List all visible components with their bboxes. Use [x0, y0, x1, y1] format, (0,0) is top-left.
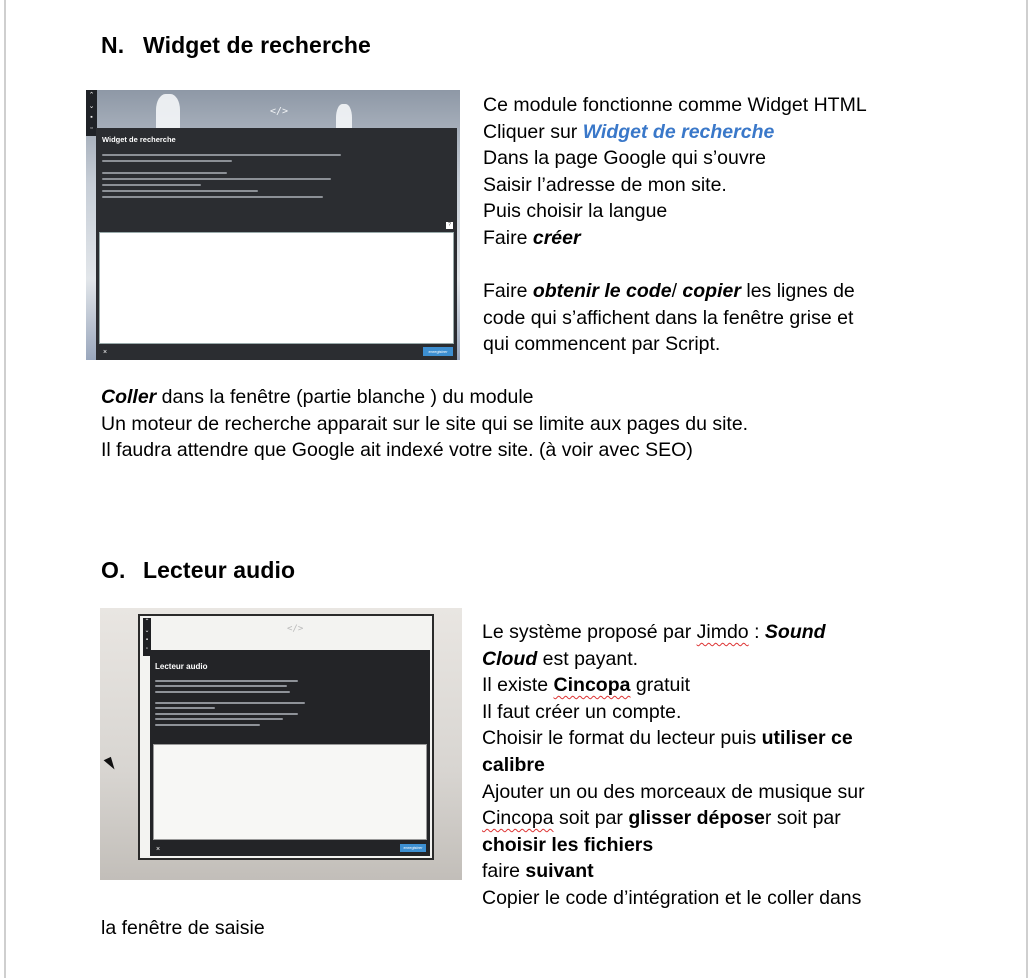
copy-icon: ▫ [90, 125, 93, 132]
trash-icon: ▪ [90, 114, 93, 121]
text-span: Il existe [482, 674, 554, 697]
audio-panel [150, 650, 430, 856]
bold-text: suivant [525, 860, 594, 883]
text-line: Copier le code d’intégration et le coller dans [482, 886, 862, 909]
section-n-heading [101, 32, 371, 59]
text-line: Dans la page Google qui s’ouvre [483, 147, 766, 170]
page-left-edge [4, 0, 6, 978]
text-line [101, 384, 748, 411]
text-span: Choisir le format du lecteur puis [482, 727, 762, 750]
section-n-number: N. [101, 32, 125, 58]
close-icon: × [156, 846, 161, 853]
text-line [483, 119, 867, 146]
emphasis: obtenir le code [532, 280, 672, 303]
text-line: Puis choisir la langue [483, 200, 668, 223]
panel-instructions [102, 150, 362, 202]
text-span: Faire [483, 226, 533, 249]
chevron-up-icon: ⌃ [144, 619, 150, 625]
text-line: Il faudra attendre que Google ait indexé votre site. (à voir avec SEO) [101, 439, 693, 462]
widget-recherche-screenshot [86, 90, 460, 360]
text-line: qui commencent par Script. [483, 333, 721, 356]
save-button: enregistrer [423, 347, 453, 356]
text-line: Saisir l’adresse de mon site. [483, 173, 727, 196]
bold-text: calibre [482, 753, 545, 776]
code-icon: </> [287, 624, 304, 634]
text-span: est payant. [537, 647, 639, 670]
text-line: Ajouter un ou des morceaux de musique sur [482, 780, 865, 803]
save-button: enregistrer [400, 844, 426, 852]
text-line [482, 832, 865, 859]
spellcheck-word: Cincopa [482, 807, 554, 830]
section-o-description [482, 619, 865, 912]
text-span: Faire [483, 280, 533, 303]
bold-text: utiliser ce [761, 727, 853, 750]
widget-panel [96, 128, 457, 360]
page-right-edge [1026, 0, 1028, 978]
blank-line [483, 252, 867, 279]
text-line [482, 619, 865, 646]
text-line: la fenêtre de saisie [101, 917, 265, 939]
bold-text: Cincopa [553, 674, 631, 697]
text-line [482, 752, 865, 779]
trash-icon: ▪ [145, 637, 149, 643]
text-span: r soit par [764, 807, 841, 830]
section-n-title: Widget de recherche [143, 32, 371, 58]
emphasis: Coller [101, 386, 157, 408]
text-line [482, 858, 865, 885]
text-line [482, 672, 865, 699]
bold-text: choisir les fichiers [482, 833, 654, 856]
text-line: Ce module fonctionne comme Widget HTML [483, 94, 867, 116]
bold-text: glisser dépose [628, 807, 765, 830]
text-line: Il faut créer un compte. [482, 700, 682, 723]
text-span: / [671, 280, 683, 303]
section-n-description [483, 92, 867, 358]
chevron-up-icon: ⌃ [88, 92, 95, 99]
code-textarea [99, 232, 454, 344]
code-icon: </> [270, 106, 289, 117]
text-span: : [748, 621, 765, 643]
help-icon: ? [446, 222, 453, 229]
text-span: Cliquer sur [483, 120, 583, 143]
section-o-footer-text [101, 915, 265, 942]
panel-instructions [155, 676, 305, 729]
spellcheck-word: Jimdo [696, 621, 749, 643]
close-icon: × [103, 349, 108, 356]
text-span: soit par [553, 807, 629, 830]
chevron-down-icon: ⌄ [88, 103, 95, 110]
text-line: code qui s’affichent dans la fenêtre grise et [483, 306, 854, 329]
widget-recherche-link[interactable]: Widget de recherche [582, 120, 775, 143]
section-o-title: Lecteur audio [143, 557, 296, 583]
emphasis: Sound [764, 621, 826, 643]
text-line [482, 725, 865, 752]
section-o-heading [101, 557, 295, 584]
text-span: Le système proposé par [482, 621, 697, 643]
lecteur-audio-screenshot [100, 608, 462, 880]
panel-title: Lecteur audio [155, 662, 208, 671]
section-o-number: O. [101, 557, 126, 583]
text-span: gratuit [630, 674, 691, 697]
text-line [483, 225, 867, 252]
text-span: faire [482, 860, 526, 883]
emphasis: créer [532, 226, 581, 249]
panel-title: Widget de recherche [102, 135, 176, 144]
emphasis: copier [682, 280, 741, 303]
copy-icon: ▫ [145, 646, 149, 652]
chevron-down-icon: ⌄ [144, 628, 150, 634]
text-line [482, 646, 865, 673]
monitor-screen [138, 614, 434, 860]
text-line: Un moteur de recherche apparait sur le site qui se limite aux pages du site. [101, 412, 749, 435]
text-span: dans la fenêtre (partie blanche ) du module [156, 386, 534, 408]
text-span: les lignes de [740, 280, 855, 303]
text-line [483, 278, 867, 305]
text-line [482, 805, 865, 832]
emphasis: Cloud [482, 647, 538, 670]
section-n-footer-text [101, 384, 748, 464]
code-textarea [153, 744, 427, 840]
